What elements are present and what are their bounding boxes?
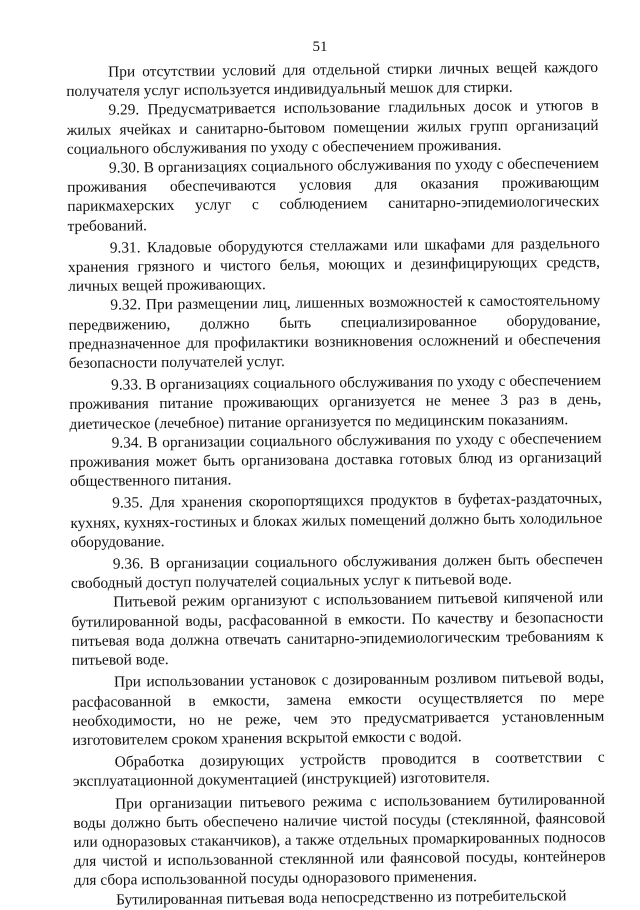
paragraph-9-31: 9.31. Кладовые оборудуются стеллажами или шкафами для раздельного хранения грязного и чистого белья, моющих и дезинфицирующих средств, личных вещей проживающих.	[67, 234, 601, 296]
paragraph-9-29: 9.29. Предусматривается использование гладильных досок и утюгов в жилых ячейках и санитарно-бытовом помещении жилых групп организаций социального обслуживания по уходу с обеспечением проживания.	[66, 97, 599, 158]
paragraph-9-32: 9.32. При размещении лиц, лишенных возможностей к самостоятельному передвижению, должно быть специализированное оборудование, предназначенное для профилактики возникновения осложнений и обеспечения безопасности получателей услуг.	[68, 292, 601, 373]
paragraph-laundry-bag: При отсутствии условий для отдельной стирки личных вещей каждого получателя услуг используется индивидуальный мешок для стирки.	[66, 58, 599, 101]
paragraph-9-33: 9.33. В организациях социального обслуживания по уходу с обеспечением проживания питание проживающих организуется не менее 3 раз в день, диетическое (лечебное) питание организуется по медицинским показаниям.	[69, 372, 602, 433]
paragraph-dispensers: При использовании установок с дозированным розливом питьевой воды, расфасованной в емкости, замена емкости осуществляется по мере необходимости, но не реже, чем это предусматривается установленным изготовителем сроком хранения вскрытой емкости с водой.	[72, 669, 605, 749]
document-body	[66, 58, 606, 910]
paragraph-bottled-water-dishes: При организации питьевого режима с использованием бутилированной воды должно быть обеспечено наличие чистой посуды (стеклянной, фаянсовой или одноразовых стаканчиков), а также отдельных промаркированных подносов для чистой и использованной стеклянной или фаянсовой посуды, контейнеров для сбора использованной посуды одноразового применения.	[73, 790, 606, 890]
paragraph-9-34: 9.34. В организации социального обслуживания по уходу с обеспечением проживания может быть организована доставка готовых блюд из организаций общественного питания.	[69, 429, 602, 491]
paragraph-9-30: 9.30. В организациях социального обслуживания по уходу с обеспечением проживания обеспечиваются условия для оказания проживающим парикмахерских услуг с соблюдением санитарно-эпидемиологических требований.	[67, 154, 600, 235]
paragraph-drinking-regime: Питьевой режим организуют с использованием питьевой кипяченой или бутилированной воды, расфасованной в емкости. По качеству и безопасности питьевая вода должна отвечать санитарно-эпидемиологическим требованиям к питьевой воде.	[71, 589, 604, 670]
paragraph-9-36: 9.36. В организации социального обслуживания должен быть обеспечен свободный доступ получателей социальных услуг к питьевой воде.	[70, 550, 603, 593]
paragraph-bottled-water-continued: Бутилированная питьевая вода непосредственно из потребительской	[115, 886, 567, 909]
paragraph-9-35: 9.35. Для хранения скоропортящихся продуктов в буфетах-раздаточных, кухнях, кухнях-гостиных и блоках жилых помещений должно быть холодильное оборудование.	[70, 490, 603, 551]
page-number: 51	[312, 39, 328, 55]
paragraph-dispenser-processing: Обработка дозирующих устройств проводится в соответствии с эксплуатационной документацией (инструкцией) изготовителя.	[72, 748, 605, 791]
